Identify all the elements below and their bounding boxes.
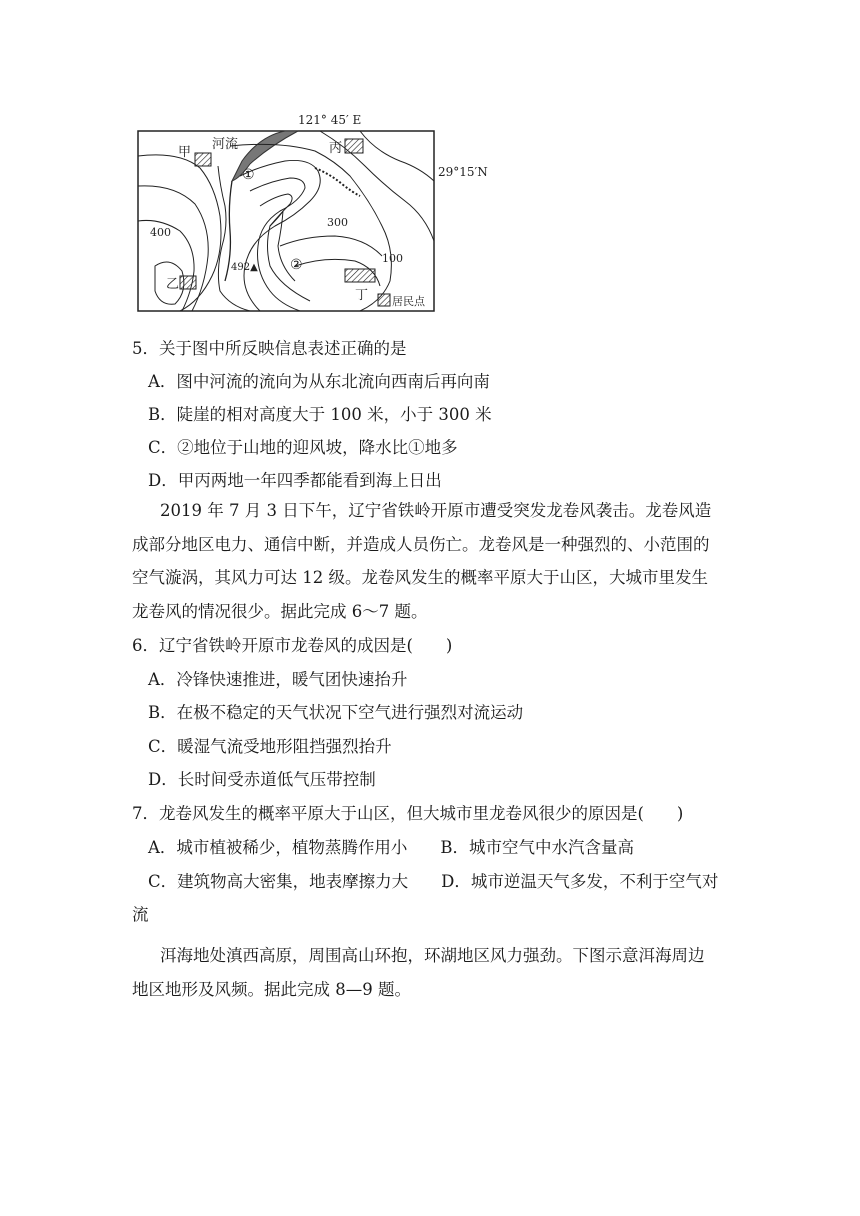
yi-label: 乙 [166, 277, 180, 292]
contour-map-svg [120, 106, 490, 316]
settlement-bing [345, 139, 363, 153]
legend-symbol [378, 294, 390, 306]
passage2-line1: 洱海地处滇西高原，周围高山环抱，环湖地区风力强劲。下图示意洱海周边 [160, 946, 705, 965]
q7-stem: 7．龙卷风发生的概率平原大于山区，但大城市里龙卷风很少的原因是( ) [132, 804, 684, 823]
q5-option-b: B．陡崖的相对高度大于 100 米，小于 300 米 [148, 405, 492, 424]
q6-stem: 6．辽宁省铁岭开原市龙卷风的成因是( ) [132, 636, 453, 655]
passage1-line4: 龙卷风的情况很少。据此完成 6～7 题。 [132, 602, 428, 621]
legend-label: 居民点 [392, 295, 425, 308]
river-label: 河流 [212, 137, 239, 152]
q6-option-b: B．在极不稳定的天气状况下空气进行强烈对流运动 [148, 703, 524, 722]
point-2-label: ② [290, 257, 303, 273]
ding-label: 丁 [355, 288, 369, 303]
jia-label: 甲 [178, 145, 192, 160]
contour-300-label: 300 [327, 216, 348, 229]
q5-stem: 5．关于图中所反映信息表述正确的是 [132, 339, 407, 358]
bing-label: 丙 [329, 141, 343, 156]
q5-option-d: D．甲丙两地一年四季都能看到海上日出 [148, 471, 442, 490]
peak-label: 492▲ [231, 262, 258, 273]
passage1-line1: 2019 年 7 月 3 日下午，辽宁省铁岭开原市遭受突发龙卷风袭击。龙卷风造 [160, 501, 712, 520]
longitude-label: 121° 45′ E [298, 113, 362, 127]
cliff-mark [315, 168, 360, 196]
q6-option-d: D．长时间受赤道低气压带控制 [148, 770, 376, 789]
contour-100-label: 100 [382, 252, 403, 265]
contour-400-label: 400 [150, 226, 171, 239]
settlement-ding [345, 269, 375, 282]
contour-map [120, 106, 490, 316]
passage1-line3: 空气漩涡，其风力可达 12 级。龙卷风发生的概率平原大于山区，大城市里发生 [132, 568, 708, 587]
settlement-jia [195, 153, 211, 166]
passage2-line2: 地区地形及风频。据此完成 8—9 题。 [132, 980, 411, 999]
q5-option-a: A．图中河流的流向为从东北流向西南后再向南 [148, 372, 490, 391]
latitude-label: 29°15′N [438, 165, 488, 179]
passage1-line2: 成部分地区电力、通信中断，并造成人员伤亡。龙卷风是一种强烈的、小范围的 [132, 535, 710, 554]
q6-option-c: C．暖湿气流受地形阻挡强烈抬升 [148, 737, 392, 756]
q7-options-cd: C．建筑物高大密集，地表摩擦力大 D．城市逆温天气多发，不利于空气对 [148, 872, 719, 891]
q7-options-ab: A．城市植被稀少，植物蒸腾作用小 B．城市空气中水汽含量高 [148, 838, 635, 857]
settlement-yi [180, 276, 196, 289]
q6-option-a: A．冷锋快速推进，暖气团快速抬升 [148, 670, 408, 689]
point-1-label: ① [242, 167, 255, 183]
q7-options-cd-cont: 流 [132, 905, 149, 924]
q5-option-c: C．②地位于山地的迎风坡，降水比①地多 [148, 438, 458, 457]
